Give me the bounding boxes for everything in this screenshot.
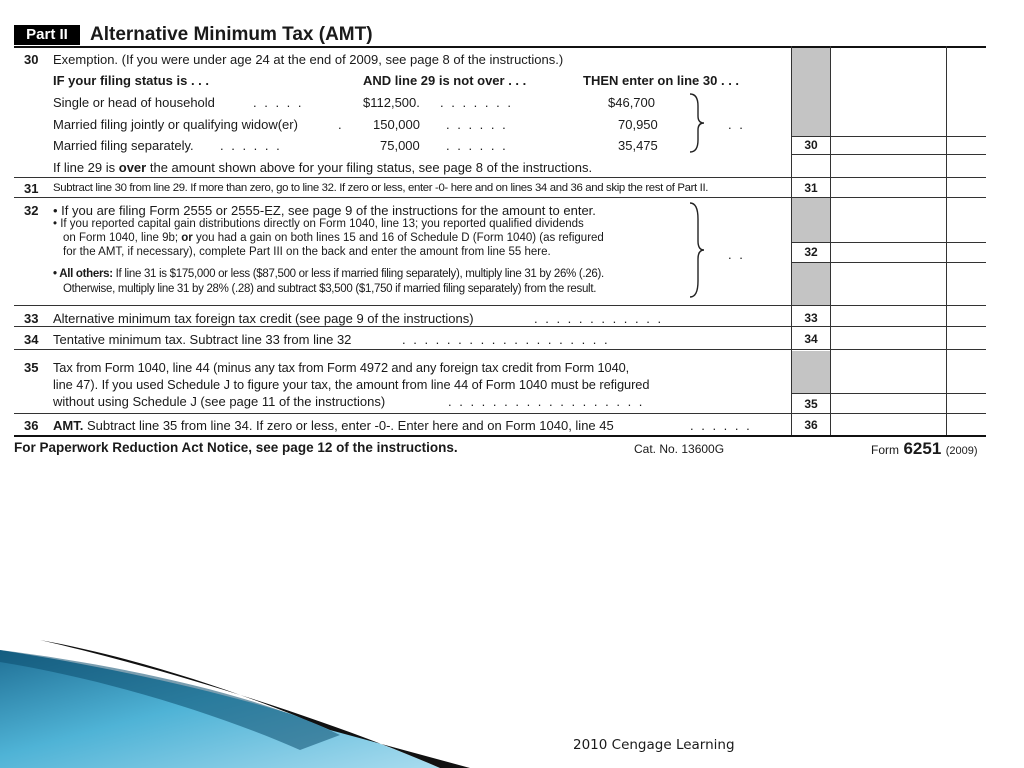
line32-bullet2-cont: on Form 1040, line 9b; or you had a gain on both lines 15 and 16 of Schedule D (Form 1040) (as refigured [63, 232, 604, 244]
line30-note: If line 29 is over the amount shown above for your filing status, see page 8 of the instructions. [53, 160, 593, 175]
line-number: 36 [24, 418, 39, 433]
line32-bullet2: • If you reported capital gain distributions directly on Form 1040, line 13; you reported qualified dividends [53, 218, 584, 230]
leader-dots: . [338, 117, 344, 132]
row-rule [14, 197, 986, 198]
line32-bullet2-cont: for the AMT, if necessary), complete Part III on the back and enter the amount from line 55 here. [63, 246, 551, 258]
leader-dots: . . . . . . . . . . . . [534, 311, 664, 326]
line-number: 33 [24, 311, 39, 326]
line35-text: Tax from Form 1040, line 44 (minus any tax from Form 4972 and any foreign tax credit from Form 1040, [53, 360, 630, 375]
line35-text: without using Schedule J (see page 11 of the instructions) [53, 394, 386, 409]
footer-rule [14, 435, 986, 437]
status-label: Single or head of household [53, 95, 215, 110]
line32-bullet3-cont: Otherwise, multiply line 31 by 28% (.28) and subtract $3,500 ($1,750 if married filing separately) from the result. [63, 283, 597, 295]
line-number: 31 [24, 181, 39, 196]
line30-text: Exemption. (If you were under age 24 at the end of 2009, see page 8 of the instructions.) [53, 52, 564, 67]
column-divider [830, 46, 831, 435]
line33-text: Alternative minimum tax foreign tax credit (see page 9 of the instructions) [53, 311, 474, 326]
form-id: Form 6251 (2009) [871, 439, 978, 458]
box-rule [792, 393, 986, 394]
line-box-label: 36 [804, 418, 818, 432]
col-head-limit: AND line 29 is not over . . . [363, 73, 527, 88]
leader-dots: . . . . . . [446, 138, 508, 153]
brace-icon [686, 92, 706, 154]
status-label: Married filing jointly or qualifying widow(er) [53, 117, 298, 132]
line32-bullet3: • All others: If line 31 is $175,000 or less ($87,500 or less if married filing separately), multiply line 31 by 26% (.26). [53, 268, 604, 280]
col-head-amount: THEN enter on line 30 . . . [583, 73, 740, 88]
box-rule [792, 242, 986, 243]
limit-value: 150,000 [373, 117, 420, 132]
shaded-box [792, 351, 830, 393]
leader-dots: . . [728, 247, 745, 262]
column-divider [946, 46, 947, 435]
box-rule [792, 136, 986, 137]
box-rule [792, 262, 986, 263]
row-rule [14, 349, 986, 350]
paperwork-notice: For Paperwork Reduction Act Notice, see page 12 of the instructions. [14, 440, 458, 455]
box-rule [792, 154, 986, 155]
brace-icon [686, 201, 706, 299]
credit-text: 2010 Cengage Learning [573, 737, 735, 753]
leader-dots: . . . . . . . [440, 95, 513, 110]
line-box-label: 34 [804, 332, 818, 346]
row-rule [14, 326, 986, 327]
amount-value: $46,700 [608, 95, 655, 110]
line-box-label: 30 [804, 138, 818, 152]
row-rule [14, 305, 986, 306]
line-number: 30 [24, 52, 39, 67]
line31-text: Subtract line 30 from line 29. If more than zero, go to line 32. If zero or less, enter -0- here and on lines 34 and 36 and skip the rest of Part II. [53, 182, 709, 194]
leader-dots: . . [728, 117, 745, 132]
line-number: 35 [24, 360, 39, 375]
line-box-label: 31 [804, 181, 818, 195]
line-number: 32 [24, 203, 39, 218]
line32-bullet1: • If you are filing Form 2555 or 2555-EZ, see page 9 of the instructions for the amount to enter. [53, 203, 596, 218]
line34-text: Tentative minimum tax. Subtract line 33 from line 32 [53, 332, 352, 347]
amount-value: 35,475 [618, 138, 658, 153]
leader-dots: . . . . . . [446, 117, 508, 132]
line-box-label: 32 [804, 245, 818, 259]
part-title: Alternative Minimum Tax (AMT) [90, 24, 373, 45]
leader-dots: . . . . . [253, 95, 304, 110]
line-box-label: 35 [804, 397, 818, 411]
row-rule [14, 177, 986, 178]
line36-text: AMT. Subtract line 35 from line 34. If zero or less, enter -0-. Enter here and on Form 1040, line 45 [53, 418, 614, 433]
limit-value: 75,000 [380, 138, 420, 153]
line-box-label: 33 [804, 311, 818, 325]
col-head-status: IF your filing status is . . . [53, 73, 210, 88]
line-number: 34 [24, 332, 39, 347]
part-label: Part II [14, 25, 80, 45]
catalog-number: Cat. No. 13600G [634, 442, 725, 456]
leader-dots: . . . . . . . . . . . . . . . . . . [448, 394, 645, 409]
row-rule [14, 413, 986, 414]
leader-dots: . . . . . . . . . . . . . . . . . . . [402, 332, 610, 347]
shaded-box [792, 263, 830, 305]
decorative-swoosh [0, 640, 1024, 768]
shaded-box [792, 48, 830, 136]
status-label: Married filing separately. [53, 138, 194, 153]
amount-value: 70,950 [618, 117, 658, 132]
limit-value: $112,500. [363, 95, 420, 110]
header-rule [14, 46, 986, 48]
leader-dots: . . . . . . [690, 418, 752, 433]
leader-dots: . . . . . . [220, 138, 282, 153]
shaded-box [792, 198, 830, 242]
line35-text: line 47). If you used Schedule J to figure your tax, the amount from line 44 of Form 1040 must be refigured [53, 377, 650, 392]
